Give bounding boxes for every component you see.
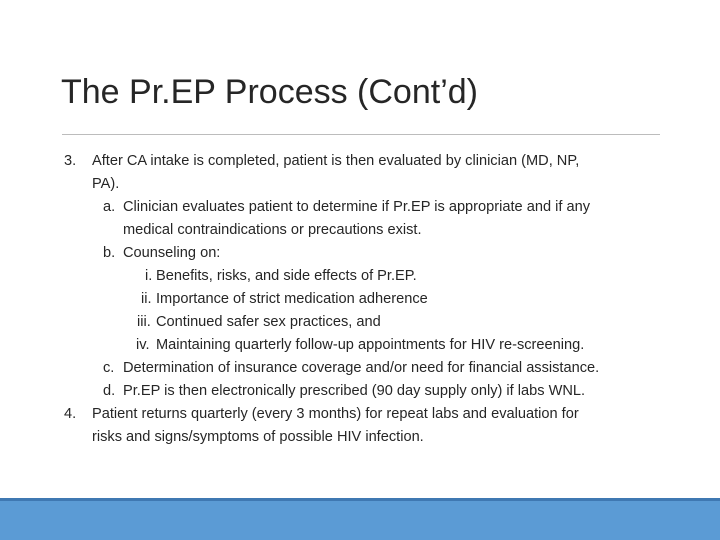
- list-item-3d: Pr.EP is then electronically prescribed (90 day supply only) if labs WNL.: [123, 383, 586, 399]
- list-marker-3b-i: i.: [145, 268, 153, 284]
- list-marker-3: 3.: [64, 153, 77, 169]
- list-item-3b-iii: Continued safer sex practices, and: [156, 314, 381, 330]
- list-marker-3c: c.: [103, 360, 115, 376]
- list-item-3b: Counseling on:: [123, 245, 221, 261]
- list-marker-3b: b.: [103, 245, 116, 261]
- slide-title: The Pr.EP Process (Cont’d): [61, 73, 478, 111]
- list-marker-3b-iii: iii.: [137, 314, 151, 330]
- title-divider: [62, 134, 660, 135]
- list-marker-3a: a.: [103, 199, 116, 215]
- list-item-3a-line2: medical contraindications or precautions exist.: [123, 222, 422, 238]
- list-item-3a-line1: Clinician evaluates patient to determine if Pr.EP is appropriate and if any: [123, 199, 590, 215]
- footer-bar: [0, 501, 720, 540]
- list-item-4-line2: risks and signs/symptoms of possible HIV infection.: [92, 429, 424, 445]
- list-item-3b-i: Benefits, risks, and side effects of Pr.EP.: [156, 268, 417, 284]
- list-marker-3d: d.: [103, 383, 116, 399]
- list-item-3b-iv: Maintaining quarterly follow-up appointments for HIV re-screening.: [156, 337, 585, 353]
- list-item-3c: Determination of insurance coverage and/or need for financial assistance.: [123, 360, 600, 376]
- list-item-3-line1: After CA intake is completed, patient is then evaluated by clinician (MD, NP,: [92, 153, 580, 169]
- list-marker-3b-iv: iv.: [136, 337, 150, 353]
- list-item-3b-ii: Importance of strict medication adherence: [156, 291, 428, 307]
- list-marker-3b-ii: ii.: [141, 291, 152, 307]
- list-item-3-line2: PA).: [92, 176, 120, 192]
- list-item-4-line1: Patient returns quarterly (every 3 months) for repeat labs and evaluation for: [92, 406, 579, 422]
- list-marker-4: 4.: [64, 406, 77, 422]
